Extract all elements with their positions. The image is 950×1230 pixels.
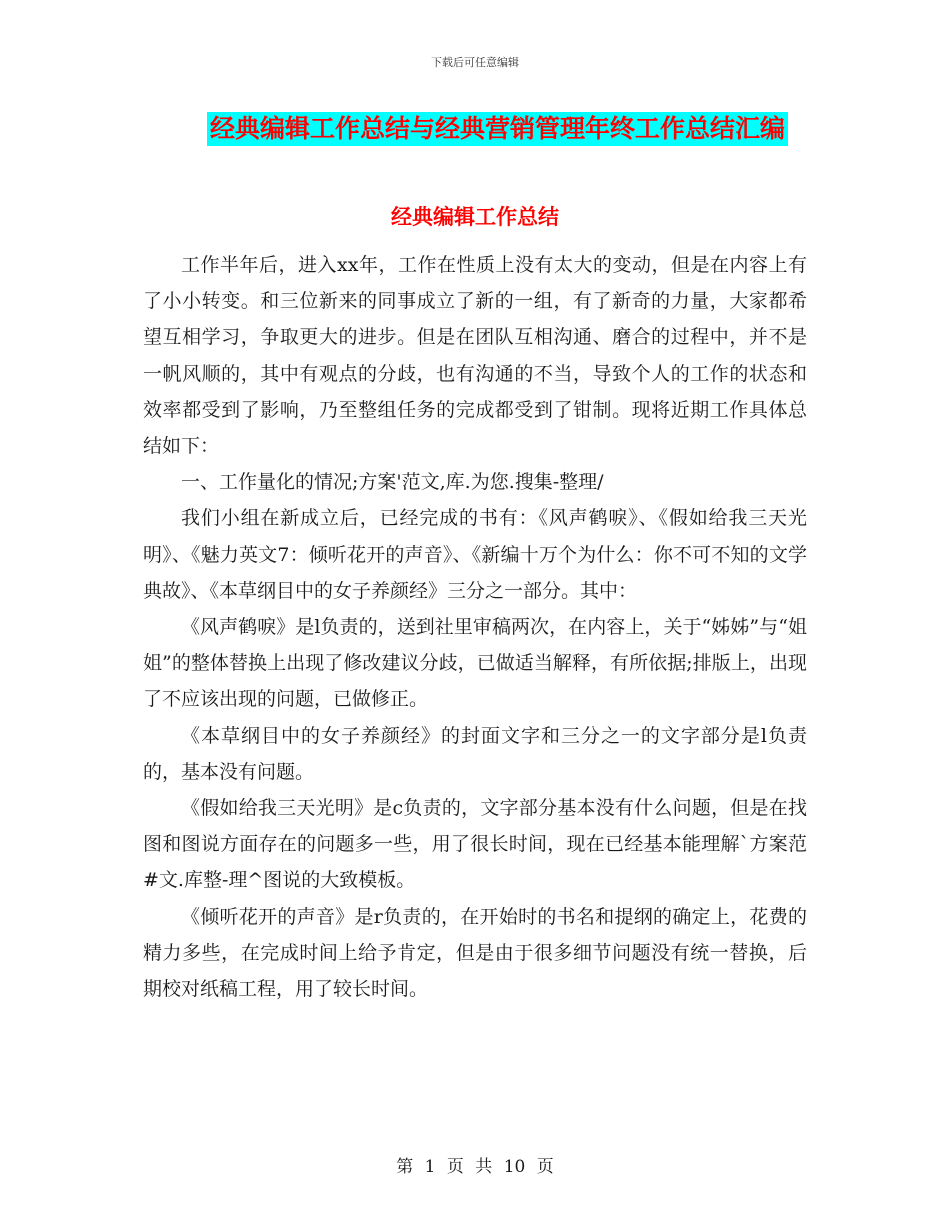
paragraph: 《倾听花开的声音》是r负责的，在开始时的书名和提纲的确定上，花费的精力多些，在完成时间上给予肯定，但是由于很多细节问题没有统一替换，后期校对纸稿工程，用了较长时间。 xyxy=(143,905,807,1001)
document-title: 经典编辑工作总结与经典营销管理年终工作总结汇编 xyxy=(207,112,788,146)
page-number: 第 1 页 共 10 页 xyxy=(396,1157,554,1177)
document-title-container xyxy=(0,112,950,146)
paragraph: 我们小组在新成立后，已经完成的书有：《风声鹤唳》、《假如给我三天光明》、《魅力英文7：倾听花开的声音》、《新编十万个为什么：你不可不知的文学典故》、《本草纲目中的女子养颜经》三分之一部分。其中： xyxy=(143,507,807,602)
paragraph: 《本草纲目中的女子养颜经》的封面文字和三分之一的文字部分是l负责的，基本没有问题。 xyxy=(143,724,807,783)
paragraph: 《假如给我三天光明》是c负责的，文字部分基本没有什么问题，但是在找图和图说方面存在的问题多一些，用了很长时间，现在已经基本能理解`方案范#文.库整-理^图说的大致模板。 xyxy=(143,797,807,892)
document-body xyxy=(143,247,807,1007)
page-header-note: 下载后可任意编辑 xyxy=(431,56,519,69)
paragraph: 工作半年后，进入xx年，工作在性质上没有太大的变动，但是在内容上有了小小转变。和三位新来的同事成立了新的一组，有了新奇的力量，大家都希望互相学习，争取更大的进步。但是在团队互相沟通、磨合的过程中，并不是一帆风顺的，其中有观点的分歧，也有沟通的不当，导致个人的工作的状态和效率都受到了影响，乃至整组任务的完成都受到了钳制。现将近期工作具体总结如下： xyxy=(143,254,807,458)
paragraph: 《风声鹤唳》是l负责的，送到社里审稿两次，在内容上，关于“姊姊”与“姐姐”的整体替换上出现了修改建议分歧，已做适当解释，有所依据;排版上，出现了不应该出现的问题，已做修正。 xyxy=(143,616,807,711)
paragraph: 一、工作量化的情况;方案'范文,库.为您.搜集-整理/ xyxy=(181,471,604,494)
section-title: 经典编辑工作总结 xyxy=(391,205,559,229)
